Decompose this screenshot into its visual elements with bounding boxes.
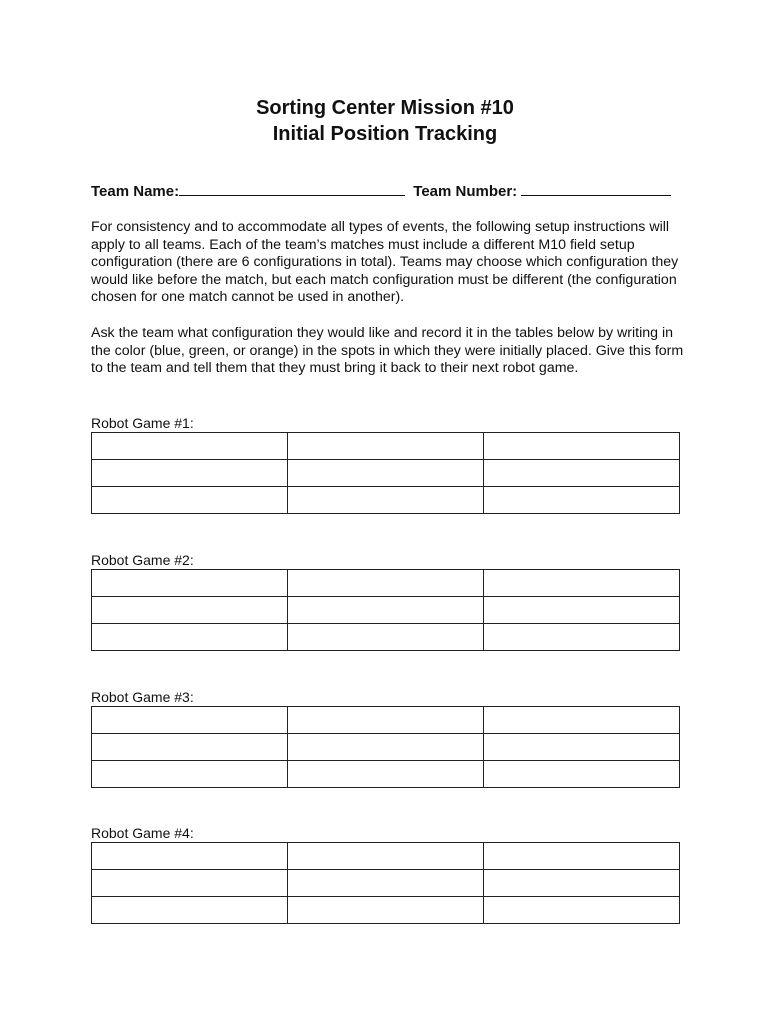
table-cell[interactable] (484, 843, 680, 870)
instructions-paragraph-1: For consistency and to accommodate all types of events, the following setup instructions will apply to all teams. Each of the team’s matches must include a different M10 field setup configuration (there are 6 configurations in total). Teams may choose which configuration they would like before the match, but each match configuration must be different (the configuration chosen for one match cannot be used in another). (91, 219, 679, 306)
table-cell[interactable] (92, 460, 288, 487)
table-cell[interactable] (484, 734, 680, 761)
table-row (92, 897, 680, 924)
title-line-2: Initial Position Tracking (272, 123, 498, 145)
table-cell[interactable] (288, 761, 484, 788)
table-row (92, 624, 680, 651)
table-cell[interactable] (484, 761, 680, 788)
table-cell[interactable] (484, 487, 680, 514)
table-row (92, 597, 680, 624)
table-cell[interactable] (484, 897, 680, 924)
table-cell[interactable] (484, 870, 680, 897)
table-cell[interactable] (92, 843, 288, 870)
team-number-label: Team Number: (413, 183, 518, 200)
team-name-label: Team Name: (91, 183, 180, 200)
table-cell[interactable] (288, 570, 484, 597)
table-row (92, 870, 680, 897)
table-cell[interactable] (288, 487, 484, 514)
document-title (0, 95, 770, 147)
table-cell[interactable] (92, 707, 288, 734)
table-cell[interactable] (484, 433, 680, 460)
table-cell[interactable] (484, 597, 680, 624)
table-row (92, 843, 680, 870)
table-cell[interactable] (288, 870, 484, 897)
table-cell[interactable] (92, 897, 288, 924)
robot-game-3-table (91, 706, 680, 788)
robot-game-2-table (91, 569, 680, 651)
table-cell[interactable] (484, 570, 680, 597)
table-row (92, 487, 680, 514)
table-row (92, 707, 680, 734)
table-row (92, 761, 680, 788)
table-cell[interactable] (288, 734, 484, 761)
team-info-line (91, 181, 675, 202)
robot-game-1-label: Robot Game #1: (91, 415, 194, 431)
table-cell[interactable] (92, 570, 288, 597)
table-cell[interactable] (484, 624, 680, 651)
robot-game-2-label: Robot Game #2: (91, 552, 194, 568)
table-row (92, 433, 680, 460)
team-number-field[interactable] (521, 181, 671, 196)
table-cell[interactable] (288, 597, 484, 624)
table-row (92, 460, 680, 487)
robot-game-4-label: Robot Game #4: (91, 825, 194, 841)
table-cell[interactable] (288, 624, 484, 651)
table-cell[interactable] (92, 597, 288, 624)
table-cell[interactable] (92, 487, 288, 514)
table-cell[interactable] (92, 761, 288, 788)
team-name-field[interactable] (179, 181, 405, 196)
table-cell[interactable] (288, 843, 484, 870)
robot-game-4-table (91, 842, 680, 924)
table-cell[interactable] (288, 897, 484, 924)
table-row (92, 734, 680, 761)
instructions-paragraph-2: Ask the team what configuration they would like and record it in the tables below by writing in the color (blue, green, or orange) in the spots in which they were initially placed. Give this form to the team and tell them that they must bring it back to their next robot game. (91, 325, 684, 377)
table-row (92, 570, 680, 597)
robot-game-3-label: Robot Game #3: (91, 689, 194, 705)
table-cell[interactable] (484, 707, 680, 734)
table-cell[interactable] (288, 707, 484, 734)
table-cell[interactable] (92, 433, 288, 460)
table-cell[interactable] (288, 460, 484, 487)
table-cell[interactable] (92, 624, 288, 651)
table-cell[interactable] (484, 460, 680, 487)
table-cell[interactable] (92, 734, 288, 761)
table-cell[interactable] (92, 870, 288, 897)
table-cell[interactable] (288, 433, 484, 460)
robot-game-1-table (91, 432, 680, 514)
title-line-1: Sorting Center Mission #10 (256, 97, 514, 119)
